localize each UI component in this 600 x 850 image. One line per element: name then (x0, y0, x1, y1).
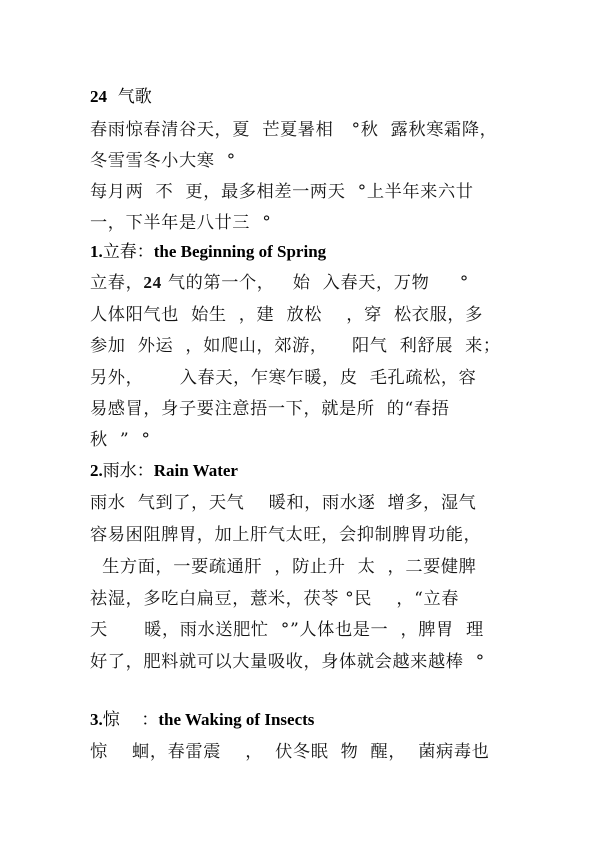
document-title (90, 86, 152, 108)
title-text: 气歌 (107, 87, 152, 107)
body-line: 祛湿，多吃白扁豆，薏米，茯苓 °民 ，“立春 (90, 589, 460, 609)
section-title-cn: 惊 ： (102, 710, 159, 730)
body-line: 另外， 入春天，乍寒乍暖，皮 毛孔疏松，容 (90, 368, 477, 388)
number-span: 24 (143, 273, 162, 292)
intro-line: 一，下半年是八廿三 ° (90, 213, 272, 233)
intro-line: 冬雪雪冬小大寒 ° (90, 151, 236, 171)
section-title-en: Rain Water (153, 461, 238, 480)
text-span: 气的第一个， 始 入春天，万物 ° (161, 273, 469, 293)
text-span: 立春， (90, 273, 144, 293)
section-number: 2. (90, 461, 103, 480)
body-line: 秋 ” ° (90, 430, 151, 450)
section-heading (90, 460, 238, 482)
body-line: 天 暖，雨水送肥忙 °”人体也是一 ，脾胃 理 (90, 620, 484, 640)
section-title-cn: 立春： (102, 242, 154, 262)
section-number: 3. (90, 710, 103, 729)
body-line: 容易困阻脾胃，加上肝气太旺，会抑制脾胃功能， (90, 525, 482, 545)
body-line (90, 272, 469, 294)
body-line: 参加 外运 ，如爬山，郊游， 阳气 利舒展 来； (90, 336, 501, 356)
section-number: 1. (90, 242, 103, 261)
body-line: 惊 蛔，春雷震 ， 伏冬眠 物 醒， 菌病毒也 (90, 742, 490, 762)
section-heading (90, 709, 314, 731)
body-line: 好了，肥料就可以大量吸收，身体就会越来越棒 ° (90, 652, 485, 672)
body-line: 易感冒，身子要注意捂一下，就是所 的“春捂 (90, 399, 450, 419)
body-line: 人体阳气也 始生 ，建 放松 ，穿 松衣服，多 (90, 305, 483, 325)
body-line: 雨水 气到了，天气 暖和，雨水逐 增多，湿气 (90, 493, 477, 513)
intro-line: 春雨惊春清谷天，夏 芒夏暑相 °秋 露秋寒霜降， (90, 120, 498, 140)
section-title-cn: 雨水： (102, 461, 154, 481)
title-number: 24 (90, 87, 107, 106)
section-title-en: the Beginning of Spring (153, 242, 327, 261)
section-title-en: the Waking of Insects (158, 710, 315, 729)
body-line: 生方面，一要疏通肝 ，防止升 太 ，二要健脾 (90, 557, 477, 577)
section-heading (90, 241, 326, 263)
intro-line: 每月两 不 更，最多相差一两天 °上半年来六廿 (90, 182, 474, 202)
